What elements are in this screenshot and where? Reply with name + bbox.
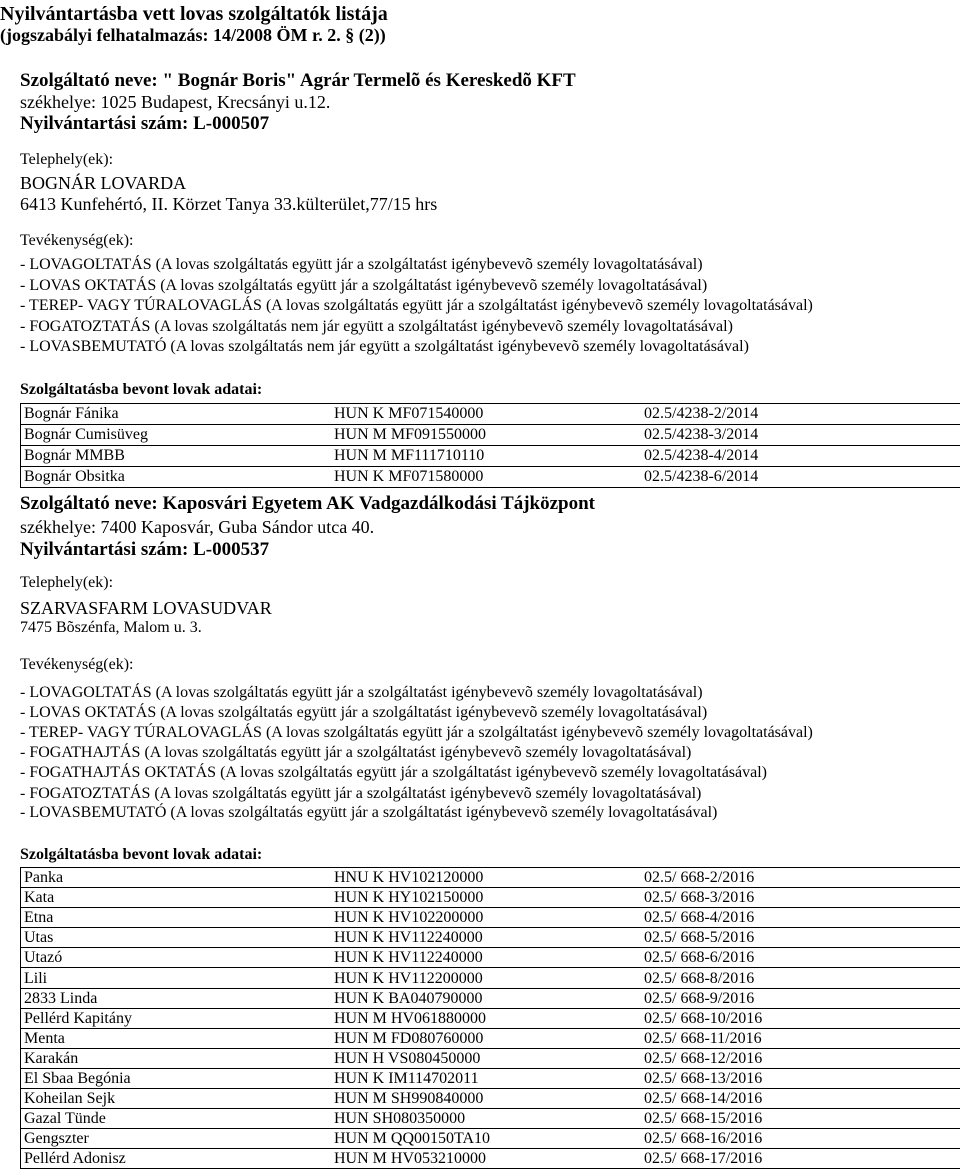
table-row [21, 1068, 960, 1088]
horse-id: HUN K MF071540000 [334, 405, 484, 422]
activity-item: - TEREP- VAGY TÚRALOVAGLÁS (A lovas szolgáltatás együtt jár a szolgáltatást igénybevevõ személy lovagoltatásával) [20, 724, 813, 741]
horse-name: Pellérd Adonisz [24, 1150, 126, 1168]
horse-name: Pellérd Kapitány [24, 1009, 132, 1027]
horse-name: Lili [24, 969, 48, 987]
table-row [21, 1089, 960, 1109]
horse-reg: 02.5/ 668-8/2016 [644, 969, 755, 987]
table-row [21, 908, 960, 928]
provider-1-horses-table [20, 403, 960, 488]
activity-item: - LOVAGOLTATÁS (A lovas szolgáltatás együtt jár a szolgáltatást igénybevevõ személy lovagoltatásával) [20, 256, 703, 273]
horse-id: HUN M QQ00150TA10 [334, 1130, 491, 1148]
horse-name: Koheilan Sejk [24, 1090, 116, 1108]
table-row [21, 928, 960, 948]
table-row [21, 467, 960, 488]
activity-item: - LOVASBEMUTATÓ (A lovas szolgáltatás együtt jár a szolgáltatást igénybevevõ személy lovagoltatásával) [20, 804, 718, 821]
horse-name: Etna [24, 909, 54, 927]
provider-1-seat: székhelye: 1025 Budapest, Krecsányi u.12. [20, 92, 331, 112]
horse-reg: 02.5/ 668-10/2016 [644, 1009, 763, 1027]
horse-id: HUN K MF071580000 [334, 468, 484, 485]
horse-id: HUN M FD080760000 [334, 1029, 484, 1047]
horse-id: HUN K HV102200000 [334, 909, 484, 927]
horse-reg: 02.5/ 668-5/2016 [644, 929, 755, 947]
horse-id: HUN M SH990840000 [334, 1090, 484, 1108]
horse-id: HUN K HV112200000 [334, 969, 483, 987]
table-row [21, 868, 960, 888]
table-row [21, 425, 960, 446]
provider-2-name-line [20, 493, 595, 514]
horse-name: Bognár MMBB [24, 447, 125, 464]
horse-name: El Sbaa Begónia [24, 1069, 131, 1087]
provider-1-activities-label: Tevékenység(ek): [20, 232, 134, 249]
horse-name: Utas [24, 929, 54, 947]
provider-1-reg: Nyilvántartási szám: L-000507 [20, 113, 270, 134]
horse-reg: 02.5/ 668-3/2016 [644, 889, 755, 907]
provider-1-name-line [20, 70, 576, 91]
horse-id: HUN H VS080450000 [334, 1049, 481, 1067]
table-row [21, 1109, 960, 1129]
table-row [21, 404, 960, 425]
horse-name: Bognár Obsitka [24, 468, 125, 485]
page-subtitle: (jogszabályi felhatalmazás: 14/2008 ÖM r. 2. § (2)) [0, 25, 386, 45]
table-row [21, 888, 960, 908]
horse-name: Gazal Tünde [24, 1110, 106, 1128]
provider-1-site-addr: 6413 Kunfehértó, II. Körzet Tanya 33.külterület,77/15 hrs [20, 194, 438, 214]
horse-name: Gengszter [24, 1130, 89, 1148]
horse-reg: 02.5/ 668-4/2016 [644, 909, 755, 927]
horse-name: 2833 Linda [24, 989, 98, 1007]
provider-2-horses-label: Szolgáltatásba bevont lovak adatai: [20, 846, 263, 863]
provider-2-activities-label: Tevékenység(ek): [20, 656, 134, 673]
horse-name: Menta [24, 1029, 65, 1047]
horse-reg: 02.5/4238-2/2014 [644, 405, 759, 422]
page-title: Nyilvántartásba vett lovas szolgáltatók listája [0, 3, 388, 25]
table-row [21, 1129, 960, 1149]
horse-reg: 02.5/ 668-13/2016 [644, 1069, 763, 1087]
activity-item: - LOVAS OKTATÁS (A lovas szolgáltatás együtt jár a szolgáltatást igénybevevõ személy lovagoltatásával) [20, 704, 708, 721]
horse-reg: 02.5/ 668-2/2016 [644, 869, 755, 887]
horse-reg: 02.5/4238-3/2014 [644, 426, 759, 443]
provider-2-sites-label: Telephely(ek): [20, 574, 114, 591]
horse-id: HUN M MF111710110 [334, 447, 485, 464]
horse-reg: 02.5/4238-6/2014 [644, 468, 759, 485]
horse-reg: 02.5/ 668-9/2016 [644, 989, 755, 1007]
activity-item: - FOGATOZTATÁS (A lovas szolgáltatás együtt jár a szolgáltatást igénybevevõ személy lovagoltatásával) [20, 785, 702, 802]
activity-item: - TEREP- VAGY TÚRALOVAGLÁS (A lovas szolgáltatás együtt jár a szolgáltatást igénybevevõ személy lovagoltatásával) [20, 297, 813, 314]
horse-reg: 02.5/ 668-6/2016 [644, 949, 755, 967]
provider-1-horses-label: Szolgáltatásba bevont lovak adatai: [20, 381, 263, 398]
horse-id: HUN M MF091550000 [334, 426, 487, 443]
table-row [21, 1149, 960, 1169]
horse-name: Bognár Fánika [24, 405, 119, 422]
table-row [21, 1028, 960, 1048]
horse-reg: 02.5/ 668-12/2016 [644, 1049, 763, 1067]
table-row [21, 988, 960, 1008]
horse-id: HUN M HV061880000 [334, 1009, 486, 1027]
horse-id: HUN K BA040790000 [334, 989, 483, 1007]
table-row [21, 1048, 960, 1068]
horse-name: Karakán [24, 1049, 79, 1067]
activity-item: - FOGATOZTATÁS (A lovas szolgáltatás nem jár együtt a szolgáltatást igénybevevõ személy lovagoltatásával) [20, 318, 733, 335]
horse-id: HNU K HV102120000 [334, 869, 484, 887]
provider-2-site-name: SZARVASFARM LOVASUDVAR [20, 598, 272, 618]
horse-reg: 02.5/4238-4/2014 [644, 447, 759, 464]
horse-name: Bognár Cumisüveg [24, 426, 148, 443]
horse-id: HUN K HV112240000 [334, 949, 483, 967]
table-row [21, 968, 960, 988]
table-row [21, 1008, 960, 1028]
horse-reg: 02.5/ 668-15/2016 [644, 1110, 763, 1128]
horse-id: HUN K IM114702011 [334, 1069, 479, 1087]
provider-name-label: Szolgáltató neve: [20, 70, 158, 91]
provider-2-seat: székhelye: 7400 Kaposvár, Guba Sándor utca 40. [20, 517, 375, 537]
provider-1-sites-label: Telephely(ek): [20, 151, 114, 168]
provider-2-horses-table [20, 867, 960, 1169]
provider-name-label: Szolgáltató neve: [20, 493, 158, 514]
horse-id: HUN K HV112240000 [334, 929, 483, 947]
horse-name: Panka [24, 869, 64, 887]
provider-name: " Bognár Boris" Agrár Termelõ és Kereskedõ KFT [162, 70, 576, 91]
activity-item: - FOGATHAJTÁS (A lovas szolgáltatás együtt jár a szolgáltatást igénybevevõ személy lovagoltatásával) [20, 744, 692, 761]
provider-2-reg: Nyilvántartási szám: L-000537 [20, 539, 270, 560]
activity-item: - LOVAS OKTATÁS (A lovas szolgáltatás együtt jár a szolgáltatást igénybevevõ személy lovagoltatásával) [20, 277, 708, 294]
horse-reg: 02.5/ 668-16/2016 [644, 1130, 763, 1148]
horse-reg: 02.5/ 668-17/2016 [644, 1150, 763, 1168]
provider-name: Kaposvári Egyetem AK Vadgazdálkodási Tájközpont [162, 493, 595, 514]
horse-reg: 02.5/ 668-11/2016 [644, 1029, 762, 1047]
table-row [21, 948, 960, 968]
provider-2-site-addr: 7475 Bõszénfa, Malom u. 3. [20, 619, 202, 636]
activity-item: - LOVASBEMUTATÓ (A lovas szolgáltatás nem jár együtt a szolgáltatást igénybevevõ személy lovagoltatásával) [20, 338, 749, 355]
horse-reg: 02.5/ 668-14/2016 [644, 1090, 763, 1108]
provider-1-site-name: BOGNÁR LOVARDA [20, 173, 187, 193]
activity-item: - FOGATHAJTÁS OKTATÁS (A lovas szolgáltatás együtt jár a szolgáltatást igénybevevõ személy lovagoltatásával) [20, 764, 767, 781]
horse-name: Kata [24, 889, 55, 907]
horse-id: HUN M HV053210000 [334, 1150, 486, 1168]
horse-id: HUN K HY102150000 [334, 889, 484, 907]
activity-item: - LOVAGOLTATÁS (A lovas szolgáltatás együtt jár a szolgáltatást igénybevevõ személy lovagoltatásával) [20, 684, 703, 701]
horse-name: Utazó [24, 949, 63, 967]
table-row [21, 446, 960, 467]
horse-id: HUN SH080350000 [334, 1110, 466, 1128]
